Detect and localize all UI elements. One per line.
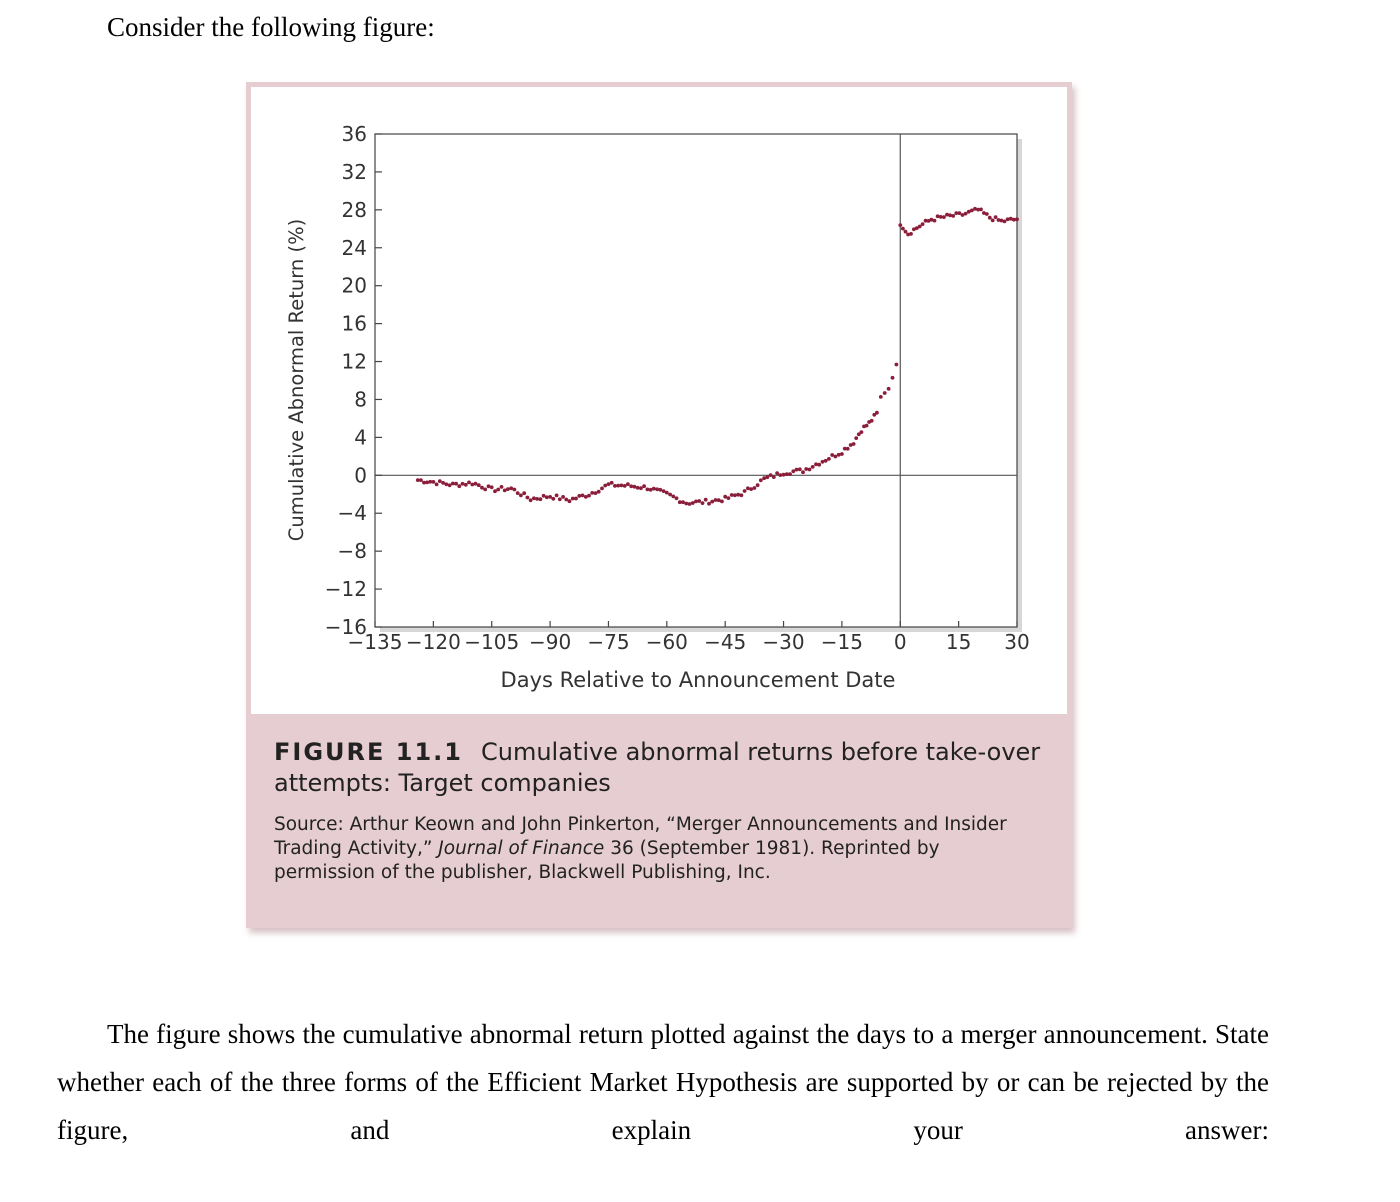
data-point xyxy=(879,395,883,399)
y-tick-label: 36 xyxy=(341,122,367,146)
data-point xyxy=(532,496,536,500)
data-point xyxy=(681,500,685,504)
data-point xyxy=(865,424,869,428)
data-point xyxy=(733,493,737,497)
x-tick-label: 30 xyxy=(1004,630,1030,654)
data-point xyxy=(581,494,585,498)
x-tick-label: −30 xyxy=(762,630,805,654)
data-point xyxy=(870,419,874,423)
data-point xyxy=(629,484,633,488)
data-point xyxy=(574,497,578,501)
source-prefix: Source: Arthur Keown and John Pinkerton, “Merger Announcements and Insider Trading Activity,” xyxy=(274,814,1007,859)
data-point xyxy=(772,475,776,479)
figure-frame xyxy=(246,82,1072,928)
y-tick-label: 16 xyxy=(341,311,367,336)
data-point xyxy=(568,499,572,503)
caption-source xyxy=(274,813,1044,885)
data-point xyxy=(480,486,484,490)
data-point xyxy=(840,452,844,456)
data-point xyxy=(590,491,594,495)
data-point xyxy=(898,223,902,227)
data-point xyxy=(444,482,448,486)
x-tick-label: −135 xyxy=(347,630,403,654)
data-point xyxy=(467,481,471,485)
data-point xyxy=(765,475,769,479)
data-point xyxy=(736,493,740,497)
data-point xyxy=(727,496,731,500)
data-point xyxy=(535,497,539,501)
plot-area xyxy=(375,134,1017,627)
data-point xyxy=(834,455,838,459)
data-point xyxy=(432,480,436,484)
data-point xyxy=(791,469,795,473)
y-tick-label: 28 xyxy=(341,197,367,222)
data-point xyxy=(756,483,760,487)
y-tick-label: −16 xyxy=(324,615,367,639)
data-point xyxy=(529,498,533,502)
data-point xyxy=(506,487,510,491)
data-point xyxy=(846,447,850,451)
data-point xyxy=(675,496,679,500)
data-point xyxy=(688,502,692,506)
data-point xyxy=(811,465,815,469)
data-point xyxy=(1003,220,1007,224)
data-point xyxy=(854,436,858,440)
x-tick-label: −45 xyxy=(704,630,747,654)
data-point xyxy=(933,219,937,223)
data-point xyxy=(551,497,555,501)
x-tick-label: −15 xyxy=(820,630,864,654)
data-point xyxy=(470,483,474,487)
y-tick-label: −8 xyxy=(337,539,367,564)
data-point xyxy=(788,472,792,476)
data-point xyxy=(795,468,799,472)
data-point xyxy=(942,215,946,219)
data-point xyxy=(513,488,517,492)
data-point xyxy=(740,493,744,497)
x-tick-label: −105 xyxy=(464,630,520,654)
data-point xyxy=(704,498,708,502)
data-point xyxy=(646,488,650,492)
y-tick-label: 8 xyxy=(354,387,367,412)
data-point xyxy=(564,498,568,502)
data-point xyxy=(448,483,452,487)
data-point xyxy=(658,488,662,492)
data-point xyxy=(769,473,773,477)
data-point xyxy=(600,487,604,491)
chart-panel xyxy=(251,87,1067,714)
data-point xyxy=(454,482,458,486)
data-point xyxy=(613,484,617,488)
x-tick-label: −90 xyxy=(528,630,572,654)
data-point xyxy=(561,495,565,499)
data-point xyxy=(921,222,925,226)
data-point xyxy=(804,467,808,471)
data-point xyxy=(909,232,913,236)
data-point xyxy=(642,484,646,488)
data-point xyxy=(887,387,891,391)
data-point xyxy=(519,494,523,498)
data-point xyxy=(636,486,640,490)
data-point xyxy=(778,473,782,477)
data-point xyxy=(801,470,805,474)
data-point xyxy=(526,496,530,500)
x-tick-label: 0 xyxy=(893,630,907,654)
y-tick-label: 32 xyxy=(341,159,367,184)
data-point xyxy=(964,212,968,216)
x-tick-label: −120 xyxy=(405,630,461,654)
data-point xyxy=(639,486,643,490)
data-point xyxy=(904,230,908,234)
intro-text: Consider the following figure: xyxy=(107,12,435,42)
data-point xyxy=(827,457,831,461)
figure-caption xyxy=(274,737,1044,885)
data-point xyxy=(474,482,478,486)
data-point xyxy=(539,497,543,501)
data-point xyxy=(710,500,714,504)
data-point xyxy=(749,487,753,491)
data-point xyxy=(555,494,559,498)
data-point xyxy=(577,494,581,498)
data-point xyxy=(901,227,905,231)
data-point xyxy=(483,488,487,492)
data-point xyxy=(668,493,672,497)
source-journal: Journal of Finance xyxy=(438,838,605,859)
y-axis xyxy=(325,122,382,639)
data-point xyxy=(991,219,995,223)
data-point xyxy=(891,376,895,380)
figure-label: FIGURE 11.1 xyxy=(274,738,463,766)
data-point xyxy=(477,483,481,487)
data-point xyxy=(814,462,818,466)
data-point xyxy=(817,463,821,467)
data-point xyxy=(1015,217,1019,221)
caption-title xyxy=(274,737,1044,799)
data-point xyxy=(652,487,656,491)
data-point xyxy=(435,483,439,487)
y-tick-label: 12 xyxy=(341,349,367,374)
data-point xyxy=(626,482,630,486)
data-point xyxy=(597,490,601,494)
data-point xyxy=(895,363,899,367)
data-point xyxy=(684,502,688,506)
data-point xyxy=(994,215,998,219)
data-point xyxy=(985,212,989,216)
data-point xyxy=(701,501,705,505)
data-point xyxy=(720,500,724,504)
data-point xyxy=(500,485,504,489)
y-tick-label: 20 xyxy=(341,273,367,298)
x-tick-label: −60 xyxy=(645,630,688,654)
x-tick-label: −75 xyxy=(587,630,630,654)
y-tick-label: −12 xyxy=(324,577,367,602)
data-point xyxy=(860,430,864,434)
data-point xyxy=(798,467,802,471)
y-tick-label: 4 xyxy=(354,425,367,450)
data-point xyxy=(419,478,423,482)
data-point xyxy=(620,484,624,488)
data-point xyxy=(697,499,701,503)
data-point xyxy=(516,491,520,495)
data-point xyxy=(603,484,607,488)
data-point xyxy=(425,481,429,485)
data-point xyxy=(782,473,786,477)
data-point xyxy=(548,495,552,499)
data-point xyxy=(522,491,526,495)
x-axis-label: Days Relative to Announcement Date xyxy=(500,668,896,692)
data-point xyxy=(753,486,757,490)
data-point xyxy=(493,489,497,493)
data-point xyxy=(694,500,698,504)
data-point xyxy=(743,489,747,493)
data-point xyxy=(464,483,468,487)
data-point xyxy=(875,411,879,415)
data-point xyxy=(558,497,562,501)
data-point xyxy=(837,453,841,457)
data-point xyxy=(707,502,711,506)
data-point xyxy=(759,478,763,482)
x-tick-label: 15 xyxy=(945,630,972,654)
data-point xyxy=(883,391,887,395)
data-point xyxy=(545,495,549,499)
data-point xyxy=(988,216,992,220)
data-point xyxy=(979,208,983,212)
y-tick-label: 24 xyxy=(341,235,367,260)
data-point xyxy=(610,481,614,485)
y-tick-label: −4 xyxy=(337,501,367,526)
data-point xyxy=(852,442,856,446)
data-point xyxy=(951,214,955,218)
data-point xyxy=(775,471,779,475)
y-axis-label: Cumulative Abnormal Return (%) xyxy=(285,218,308,542)
question-text: The figure shows the cumulative abnormal return plotted against the days to a merger announcement. State whether each of the three forms of the Efficient Market Hypothesis are supported by or can be rejected by the figure, and explain your answer: xyxy=(57,1019,1269,1145)
chart xyxy=(251,87,1067,714)
data-point xyxy=(824,459,828,463)
data-point xyxy=(438,479,442,483)
data-point xyxy=(451,482,455,486)
data-point xyxy=(496,488,500,492)
data-point xyxy=(665,491,669,495)
data-point xyxy=(587,494,591,498)
data-point xyxy=(655,487,659,491)
y-tick-label: 0 xyxy=(354,463,367,488)
data-point xyxy=(457,484,461,488)
data-point xyxy=(808,468,812,472)
data-point xyxy=(461,482,465,486)
data-point xyxy=(671,495,675,499)
figure-title: Cumulative abnormal returns before take-over attempts: Target companies xyxy=(274,738,1041,797)
data-point xyxy=(746,486,750,490)
source-suffix: 36 (September 1981). Reprinted by permission of the publisher, Blackwell Publishing, Inc. xyxy=(274,838,940,883)
data-point xyxy=(490,485,494,489)
data-point xyxy=(623,484,627,488)
